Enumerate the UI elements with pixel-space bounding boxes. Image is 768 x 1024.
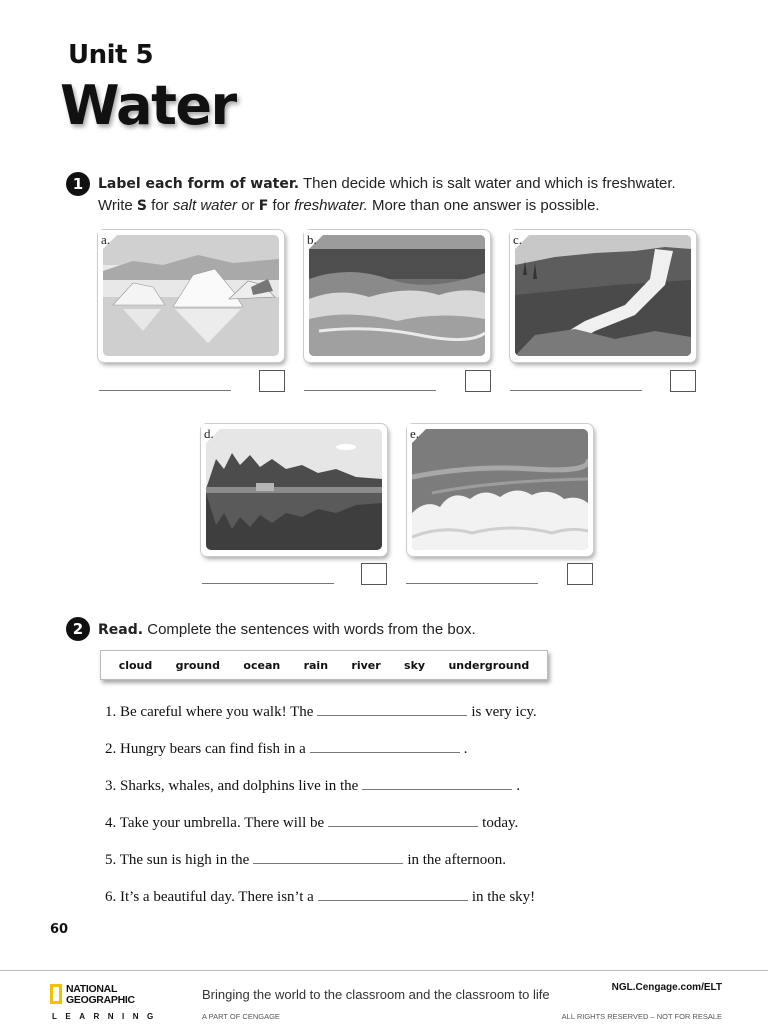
word-bank-box — [100, 650, 548, 680]
exercise-2-rest: Complete the sentences with words from the box. — [143, 621, 476, 638]
photo-letter-d: d. — [204, 426, 214, 441]
exercise-1-instructions — [98, 173, 698, 217]
exercise-1-line-1-rest: Then decide which is salt water and which is freshwater. — [299, 175, 676, 192]
footer-tagline: Bringing the world to the classroom and the classroom to life — [202, 987, 550, 1002]
answer-line-c[interactable] — [510, 390, 642, 391]
exercise-2-number: 2 — [66, 617, 90, 641]
sentence-6 — [105, 886, 535, 906]
photo-card-b — [304, 230, 490, 362]
exercise-1-line-2 — [98, 195, 698, 217]
sentence-6-after: in the sky! — [471, 889, 536, 905]
sentence-5-after: in the afternoon. — [407, 852, 507, 868]
photo-waterfall — [515, 235, 691, 356]
photo-letter-c: c. — [513, 232, 523, 247]
sentence-2 — [105, 738, 468, 758]
photo-lake — [206, 429, 382, 550]
text-f: F — [258, 198, 269, 214]
yellow-border-icon — [50, 984, 62, 1004]
word-bank-item: river — [351, 658, 381, 672]
sentence-3-blank[interactable] — [362, 775, 512, 790]
sentence-6-before: 6. It’s a beautiful day. There isn’t a — [105, 889, 314, 905]
sentence-5-before: 5. The sun is high in the — [105, 852, 250, 868]
site-url[interactable]: NGL.Cengage.com/ELT — [611, 982, 722, 993]
answer-line-b[interactable] — [304, 390, 436, 391]
answer-line-a[interactable] — [99, 390, 231, 391]
photo-card-e — [407, 424, 593, 556]
sentence-2-blank[interactable] — [310, 738, 460, 753]
text-salt-water: salt water — [172, 197, 238, 214]
photo-icebergs — [103, 235, 279, 356]
sentence-1 — [105, 701, 537, 721]
sentence-1-blank[interactable] — [317, 701, 467, 716]
sentence-4-after: today. — [482, 815, 519, 831]
logo-learning: LEARNING — [52, 1012, 162, 1021]
unit-label: Unit 5 — [68, 40, 154, 70]
photo-letter-e: e. — [410, 426, 420, 441]
exercise-1-line-1 — [98, 173, 698, 195]
sentence-4 — [105, 812, 518, 832]
exercise-1-bold: Label each form of water. — [98, 176, 300, 192]
rights-notice: ALL RIGHTS RESERVED – NOT FOR RESALE — [561, 1012, 722, 1021]
word-bank-item: rain — [303, 658, 329, 672]
sentence-3-before: 3. Sharks, whales, and dolphins live in the — [105, 778, 359, 794]
footer-divider — [0, 970, 768, 971]
text-freshwater: freshwater. — [294, 197, 368, 214]
sentence-3 — [105, 775, 520, 795]
text-or: or — [237, 197, 259, 214]
sentence-1-after: is very icy. — [471, 704, 537, 720]
answer-box-d[interactable] — [361, 563, 387, 585]
photo-ocean-waves — [309, 235, 485, 356]
logo-line-2: GEOGRAPHIC — [66, 994, 135, 1006]
exercise-2-instructions — [98, 619, 476, 641]
text-more-than-one: More than one answer is possible. — [367, 197, 600, 214]
answer-line-e[interactable] — [406, 583, 538, 584]
logo-text — [66, 984, 135, 1006]
photo-card-c — [510, 230, 696, 362]
page-title: Water — [60, 74, 236, 137]
answer-box-c[interactable] — [670, 370, 696, 392]
word-bank-item: ocean — [243, 658, 281, 672]
photo-letter-b: b. — [307, 232, 317, 247]
photo-clouds — [412, 429, 588, 550]
word-bank-item: sky — [404, 658, 426, 672]
sentence-2-before: 2. Hungry bears can find fish in a — [105, 741, 306, 757]
text-s: S — [136, 198, 147, 214]
sentence-4-blank[interactable] — [328, 812, 478, 827]
answer-box-a[interactable] — [259, 370, 285, 392]
text-write: Write — [98, 197, 137, 214]
photo-letter-a: a. — [101, 232, 111, 247]
text-for: for — [147, 197, 173, 214]
answer-box-e[interactable] — [567, 563, 593, 585]
word-bank-item: ground — [175, 658, 221, 672]
photo-card-a — [98, 230, 284, 362]
text-for-2: for — [268, 197, 295, 214]
page-number: 60 — [50, 922, 69, 937]
sentence-5-blank[interactable] — [253, 849, 403, 864]
exercise-2-bold: Read. — [98, 622, 144, 638]
exercise-1-number: 1 — [66, 172, 90, 196]
cengage-note: A PART OF CENGAGE — [202, 1012, 280, 1021]
answer-line-d[interactable] — [202, 583, 334, 584]
photo-card-d — [201, 424, 387, 556]
word-bank-item: underground — [448, 658, 530, 672]
sentence-5 — [105, 849, 506, 869]
national-geographic-logo — [50, 984, 135, 1006]
sentence-3-after: . — [516, 778, 521, 794]
sentence-2-after: . — [463, 741, 468, 757]
sentence-6-blank[interactable] — [318, 886, 468, 901]
logo-line-1: NATIONAL — [66, 983, 118, 995]
sentence-4-before: 4. Take your umbrella. There will be — [105, 815, 325, 831]
sentence-1-before: 1. Be careful where you walk! The — [105, 704, 314, 720]
answer-box-b[interactable] — [465, 370, 491, 392]
word-bank-item: cloud — [118, 658, 153, 672]
